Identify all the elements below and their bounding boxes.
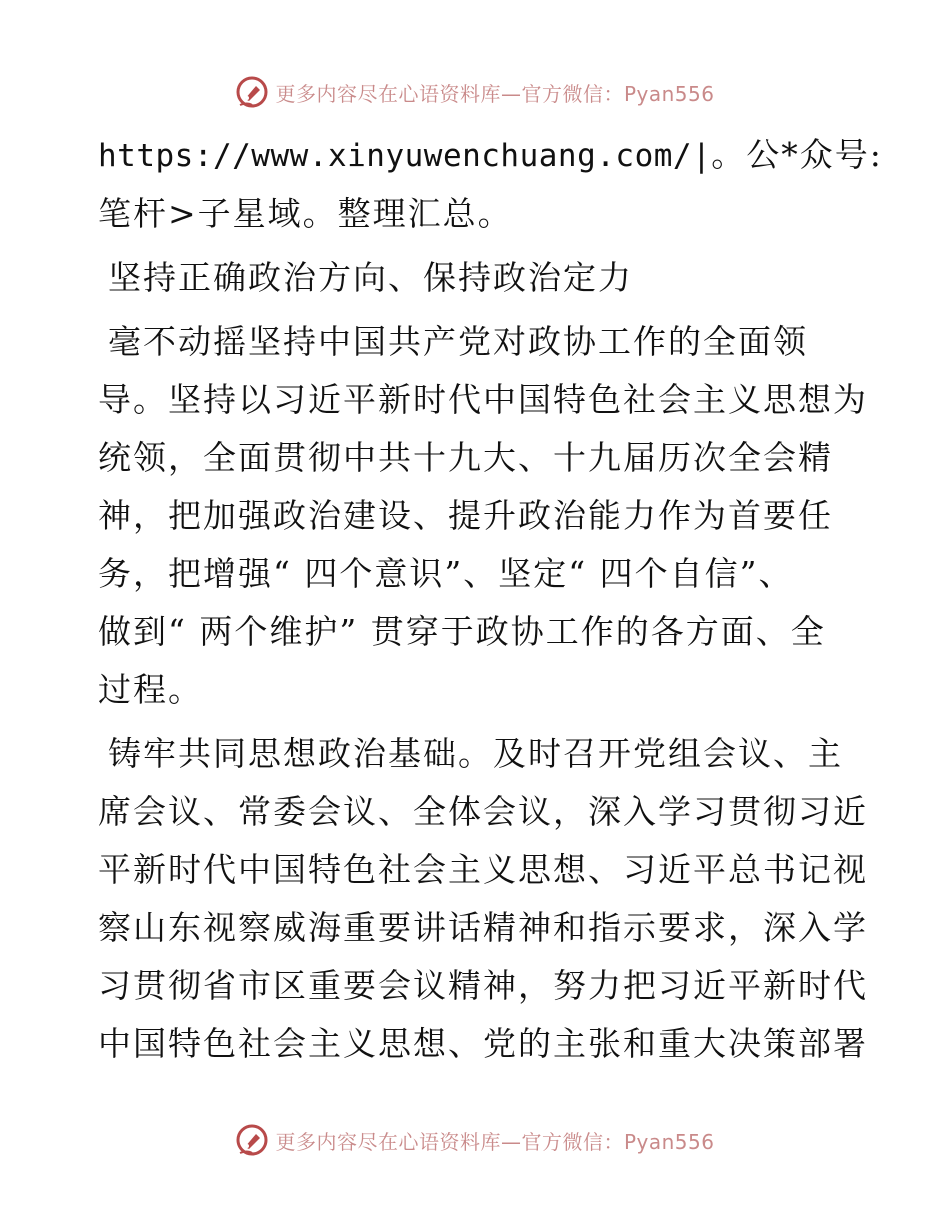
paragraph-1-line: 过程。 (98, 670, 203, 709)
paragraph-1-line: 务，把增强“ 四个意识”、坚定“ 四个自信”、 (98, 554, 794, 593)
paragraph-2-line: 席会议、常委会议、全体会议，深入学习贯彻习近 (98, 792, 868, 831)
intro-line-1-rest: 。公*众号: (711, 135, 883, 174)
watermark-text: 更多内容尽在心语资料库—官方微信：Pyan556 (275, 81, 715, 106)
pen-nib-circle-logo-icon (235, 75, 269, 109)
paragraph-2-line: 察山东视察威海重要讲话精神和指示要求，深入学 (98, 908, 868, 947)
document-body (98, 126, 883, 1073)
paragraph-1 (98, 313, 868, 719)
paragraph-2-line: 习贯彻省市区重要会议精神，努力把习近平新时代 (98, 966, 868, 1005)
intro-line-2: 笔杆>子星域。整理汇总。 (98, 194, 513, 233)
intro-paragraph (98, 126, 883, 243)
section-heading (98, 249, 858, 307)
paragraph-2-line: 平新时代中国特色社会主义思想、习近平总书记视 (98, 850, 868, 889)
paragraph-1-line: 毫不动摇坚持中国共产党对政协工作的全面领 (108, 322, 808, 361)
paragraph-2-line: 中国特色社会主义思想、党的主张和重大决策部署 (98, 1024, 868, 1063)
footer-watermark (0, 1120, 950, 1160)
paragraph-1-line: 统领，全面贯彻中共十九大、十九届历次全会精 (98, 438, 833, 477)
source-url: https://www.xinyuwenchuang.com/| (98, 138, 712, 174)
section-heading-text: 坚持正确政治方向、保持政治定力 (108, 258, 633, 297)
watermark-text: 更多内容尽在心语资料库—官方微信：Pyan556 (275, 1129, 715, 1154)
paragraph-1-line: 导。坚持以习近平新时代中国特色社会主义思想为 (98, 380, 868, 419)
paragraph-1-line: 神，把加强政治建设、提升政治能力作为首要任 (98, 496, 833, 535)
paragraph-2 (98, 725, 868, 1073)
paragraph-2-line: 铸牢共同思想政治基础。及时召开党组会议、主 (108, 734, 843, 773)
header-watermark (0, 72, 950, 112)
intro-line-1 (98, 126, 883, 185)
pen-nib-circle-logo-icon (235, 1123, 269, 1157)
paragraph-1-line: 做到“ 两个维护” 贯穿于政协工作的各方面、全 (98, 612, 826, 651)
